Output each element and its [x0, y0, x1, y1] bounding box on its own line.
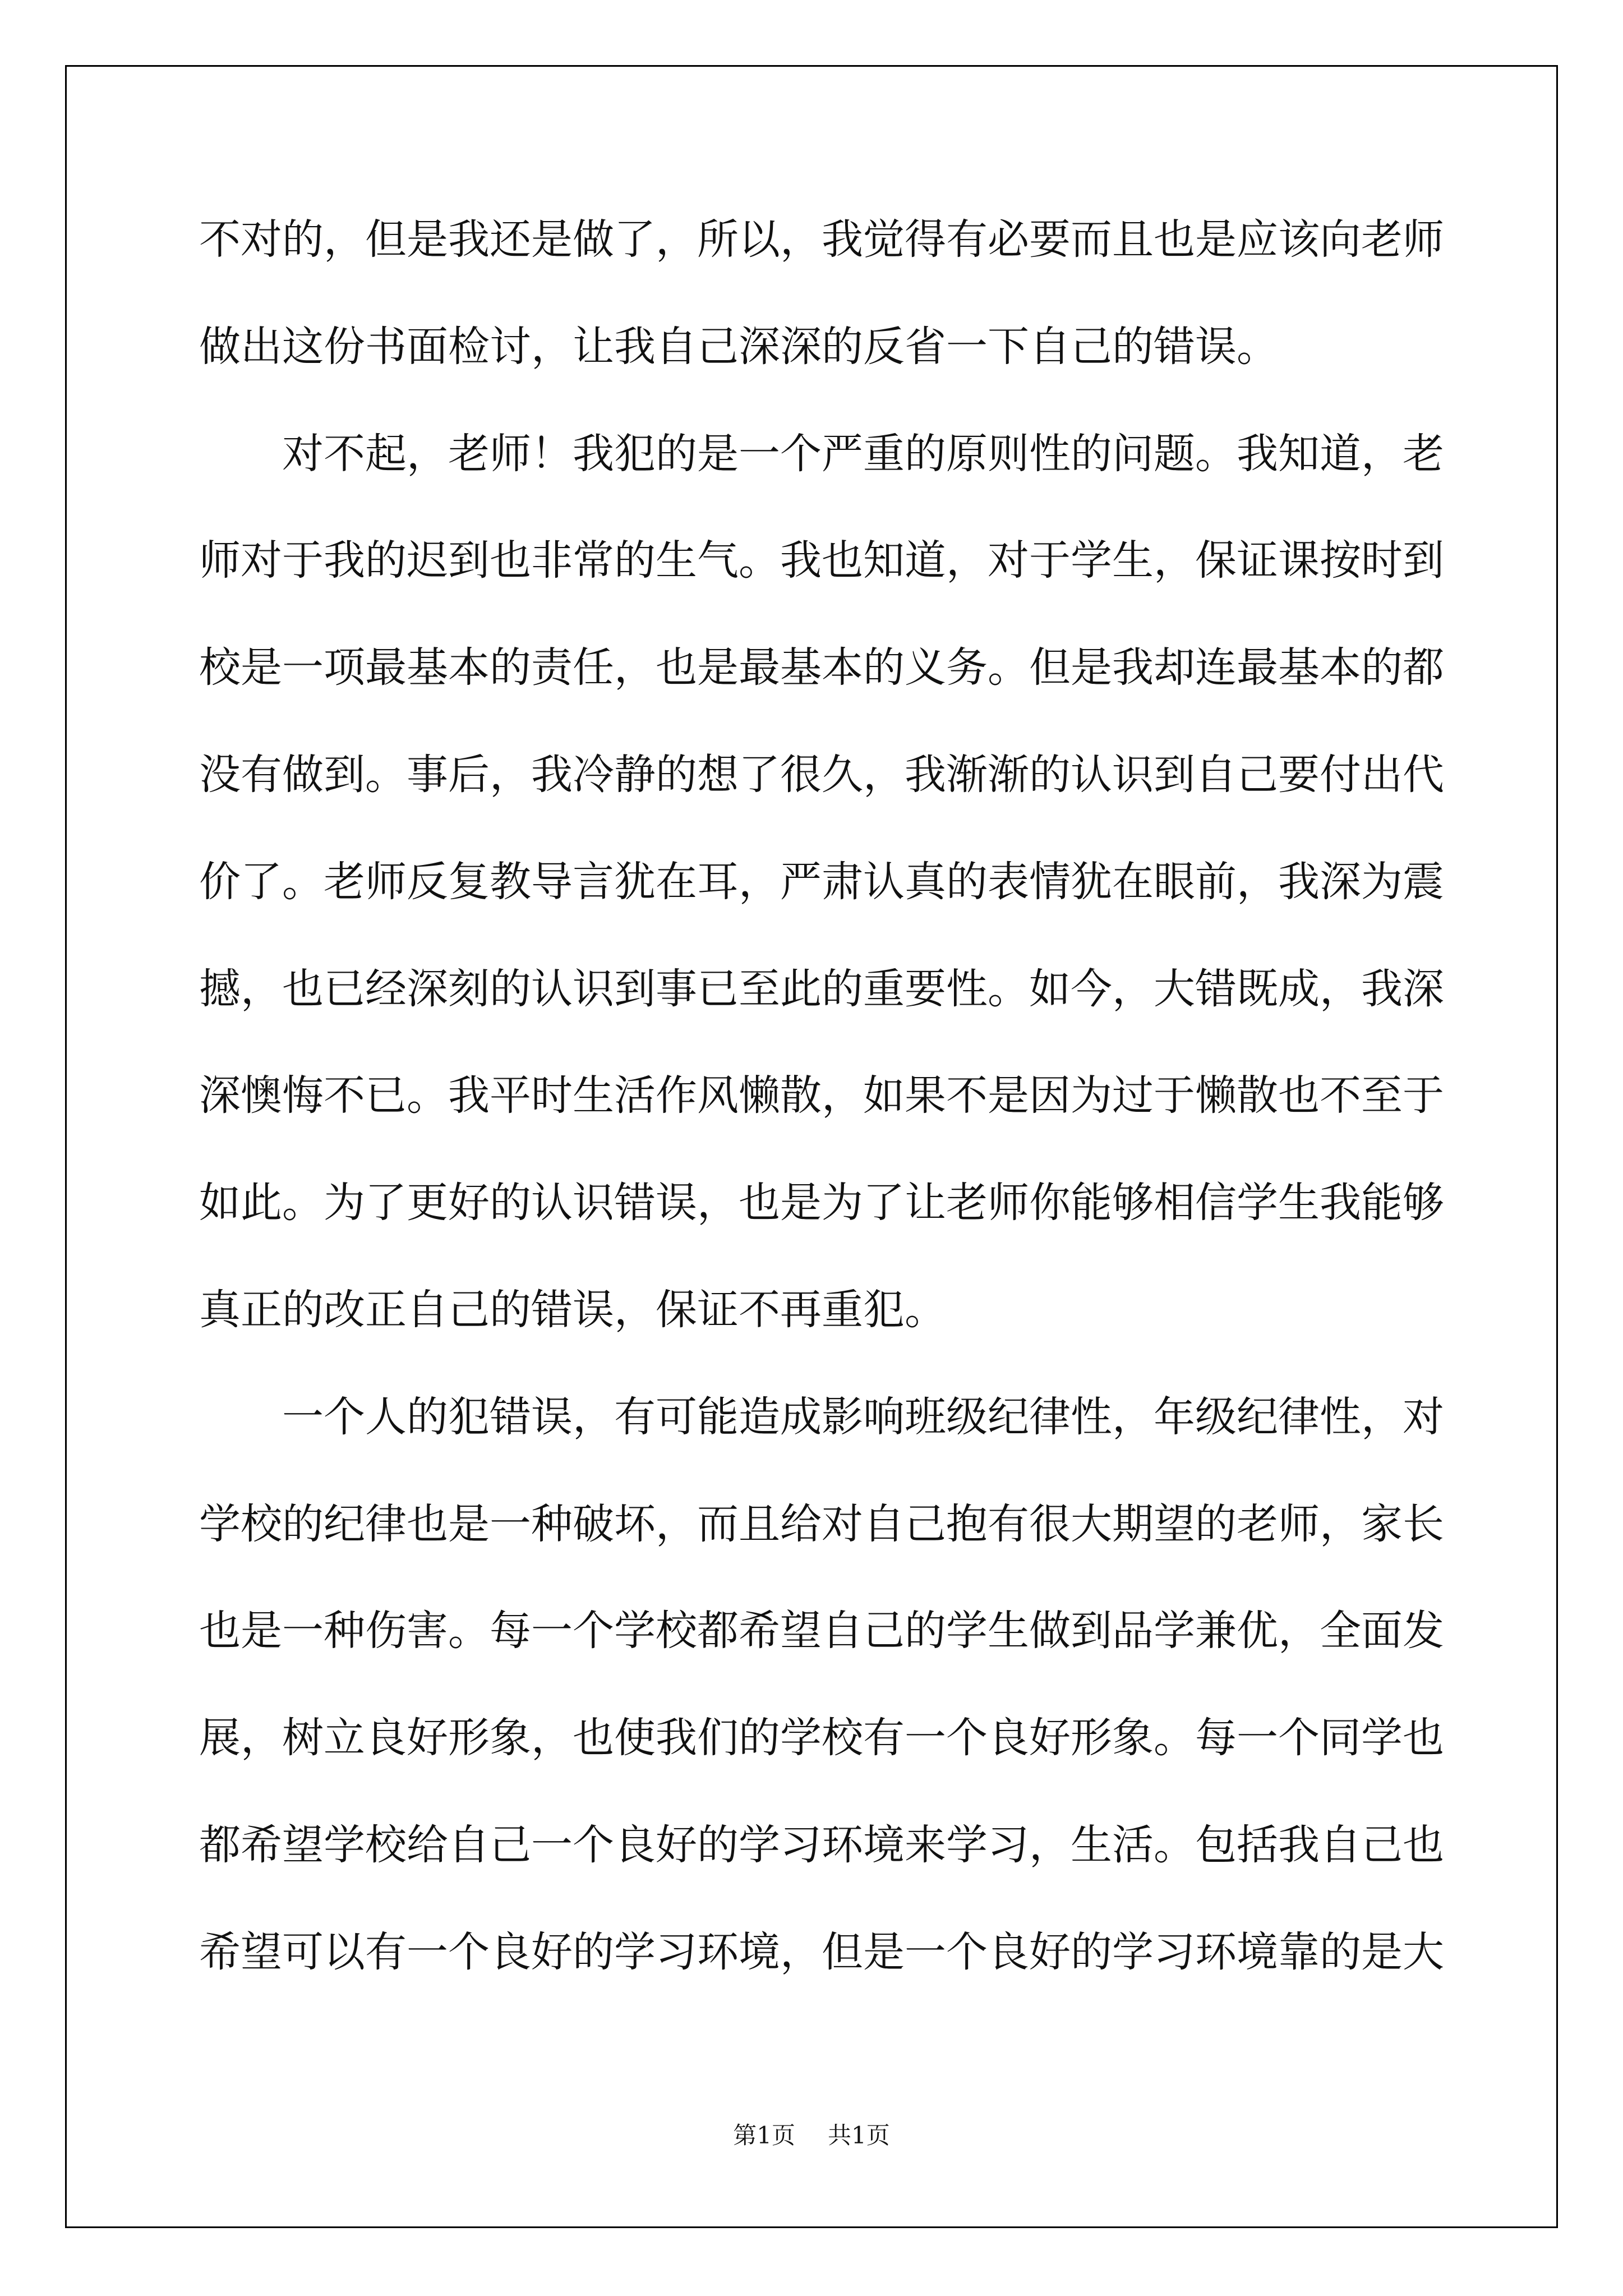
text-line: 深懊悔不已。我平时生活作风懒散，如果不是因为过于懒散也不至于: [199, 1071, 1444, 1120]
text-line: 不对的，但是我还是做了，所以，我觉得有必要而且也是应该向老师: [199, 215, 1444, 264]
page-number-current: 第1页: [733, 2122, 795, 2149]
text-line: 校是一项最基本的责任，也是最基本的义务。但是我却连最基本的都: [199, 643, 1444, 692]
text-line: 价了。老师反复教导言犹在耳，严肃认真的表情犹在眼前，我深为震: [199, 857, 1444, 906]
text-line: 撼，也已经深刻的认识到事已至此的重要性。如今，大错既成，我深: [199, 964, 1444, 1013]
text-line: 希望可以有一个良好的学习环境，但是一个良好的学习环境靠的是大: [199, 1927, 1444, 1976]
text-line: 展，树立良好形象，也使我们的学校有一个良好形象。每一个同学也: [199, 1714, 1444, 1763]
text-line: 师对于我的迟到也非常的生气。我也知道，对于学生，保证课按时到: [199, 536, 1444, 585]
text-line: 做出这份书面检讨，让我自己深深的反省一下自己的错误。: [199, 322, 1278, 371]
text-line: 学校的纪律也是一种破坏，而且给对自己抱有很大期望的老师，家长: [199, 1499, 1444, 1548]
text-line: 也是一种伤害。每一个学校都希望自己的学生做到品学兼优，全面发: [199, 1607, 1444, 1655]
paragraph-first-line: 一个人的犯错误，有可能造成影响班级纪律性，年级纪律性，对: [282, 1392, 1444, 1441]
text-line: 没有做到。事后，我冷静的想了很久，我渐渐的认识到自己要付出代: [199, 750, 1444, 799]
paragraph-first-line: 对不起，老师！我犯的是一个严重的原则性的问题。我知道，老: [282, 429, 1444, 478]
text-line: 真正的改正自己的错误，保证不再重犯。: [199, 1285, 946, 1334]
text-line: 都希望学校给自己一个良好的学习环境来学习，生活。包括我自己也: [199, 1820, 1444, 1869]
page-footer: [0, 2117, 1623, 2151]
document-body: [199, 215, 1444, 2039]
page-number-total: 共1页: [828, 2122, 890, 2149]
text-line: 如此。为了更好的认识错误，也是为了让老师你能够相信学生我能够: [199, 1179, 1444, 1227]
